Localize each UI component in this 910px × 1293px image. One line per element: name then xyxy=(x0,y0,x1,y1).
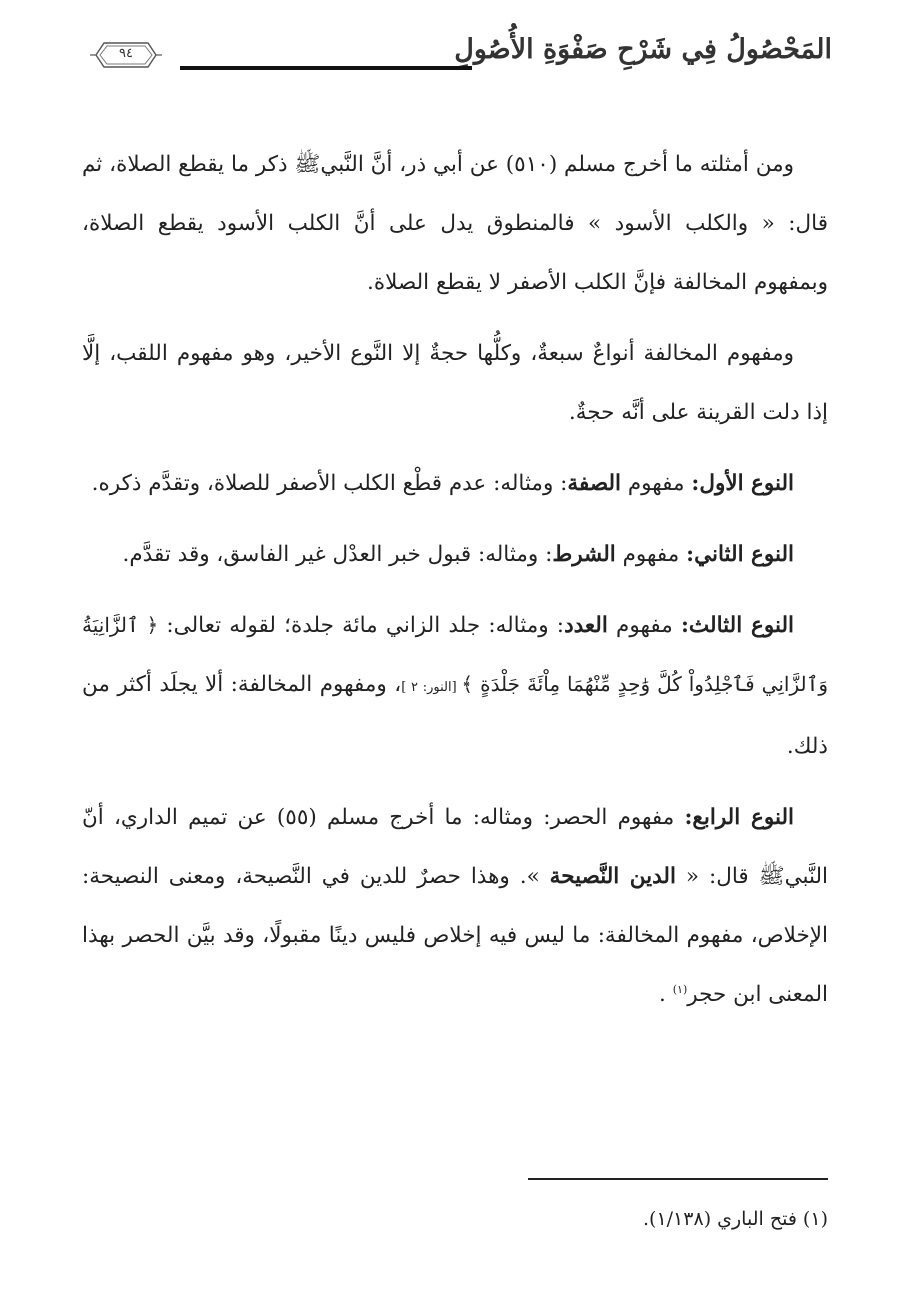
header-rule xyxy=(180,66,472,70)
paragraph-type-3 xyxy=(82,596,828,776)
main-text xyxy=(82,135,828,1036)
book-title: المَحْصُولُ فِي شَرْحِ صَفْوَةِ الأُصُولِ xyxy=(454,34,832,65)
paragraph-text: . xyxy=(659,982,673,1007)
page-number-badge xyxy=(90,38,162,72)
keyword: العدد xyxy=(564,613,608,638)
footnote: (١) فتح الباري (١/١٣٨). xyxy=(643,1208,828,1230)
page-number: ٩٤ xyxy=(119,46,133,61)
keyword: الدين النَّصيحة xyxy=(549,864,676,889)
footnote-marker[interactable]: (١) xyxy=(672,982,688,996)
paragraph-text: ». وهذا حصرٌ للدين في النَّصيحة، ومعنى النصيحة: الإخلاص، مفهوم المخالفة: ما ليس فيه إخلاص فليس دينًا مقبولًا، وقد بيَّن الحصر بهذا المعنى ابن حجر xyxy=(82,864,828,1007)
page-header xyxy=(90,28,832,98)
paragraph-text: : ومثاله: جلد الزاني مائة جلدة؛ لقوله تعالى: xyxy=(158,613,565,638)
paragraph-text: مفهوم الحصر: ومثاله: ما أخرج مسلم (٥٥) عن تميم الداري، أنّ النَّبيﷺ قال: « xyxy=(82,805,828,889)
paragraph: ومن أمثلته ما أخرج مسلم (٥١٠) عن أبي ذر، أنَّ النَّبيﷺ ذكر ما يقطع الصلاة، ثم قال: « والكلب الأسود » فالمنطوق يدل على أنَّ الكلب الأسود يقطع الصلاة، وبمفهوم المخالفة فإنَّ الكلب الأصفر لا يقطع الصلاة. xyxy=(82,152,828,295)
paragraph-type-2 xyxy=(82,525,828,584)
keyword: الشرط xyxy=(552,542,616,567)
paragraph-text: : ومثاله: عدم قطْع الكلب الأصفر للصلاة، وتقدَّم ذكره. xyxy=(91,471,568,496)
paragraph-type-1 xyxy=(82,454,828,513)
type-label: النوع الثاني: xyxy=(686,542,794,567)
keyword: الصفة xyxy=(567,471,621,496)
verse-reference: [النور: ٢ ] xyxy=(401,680,462,695)
paragraph-text: مفهوم xyxy=(607,613,681,638)
type-label: النوع الرابع: xyxy=(684,805,795,830)
paragraph-text: : ومثاله: قبول خبر العدْل غير الفاسق، وقد تقدَّم. xyxy=(122,542,553,567)
type-label: النوع الأول: xyxy=(691,471,794,496)
footnote-divider xyxy=(528,1178,828,1180)
type-label: النوع الثالث: xyxy=(681,613,794,638)
paragraph-text: مفهوم xyxy=(615,542,687,567)
paragraph-text: مفهوم xyxy=(621,471,692,496)
paragraph-text: ، ومفهوم المخالفة: ألا يجلَد أكثر من ذلك. xyxy=(82,672,828,759)
paragraph-type-4 xyxy=(82,788,828,1024)
paragraph: ومفهوم المخالفة أنواعٌ سبعةٌ، وكلُّها حجةٌ إلا النَّوع الأخير، وهو مفهوم اللقب، إلَّا إذا دلت القرينة على أنَّه حجةٌ. xyxy=(82,341,828,425)
quran-verse: ﴿ ٱلزَّانِيَةُ وَٱلزَّانِي فَٱجْلِدُواْ كُلَّ وَٰحِدٍ مِّنْهُمَا مِاْئَةَ جَلْدَةٍ ﴾ xyxy=(82,613,828,696)
